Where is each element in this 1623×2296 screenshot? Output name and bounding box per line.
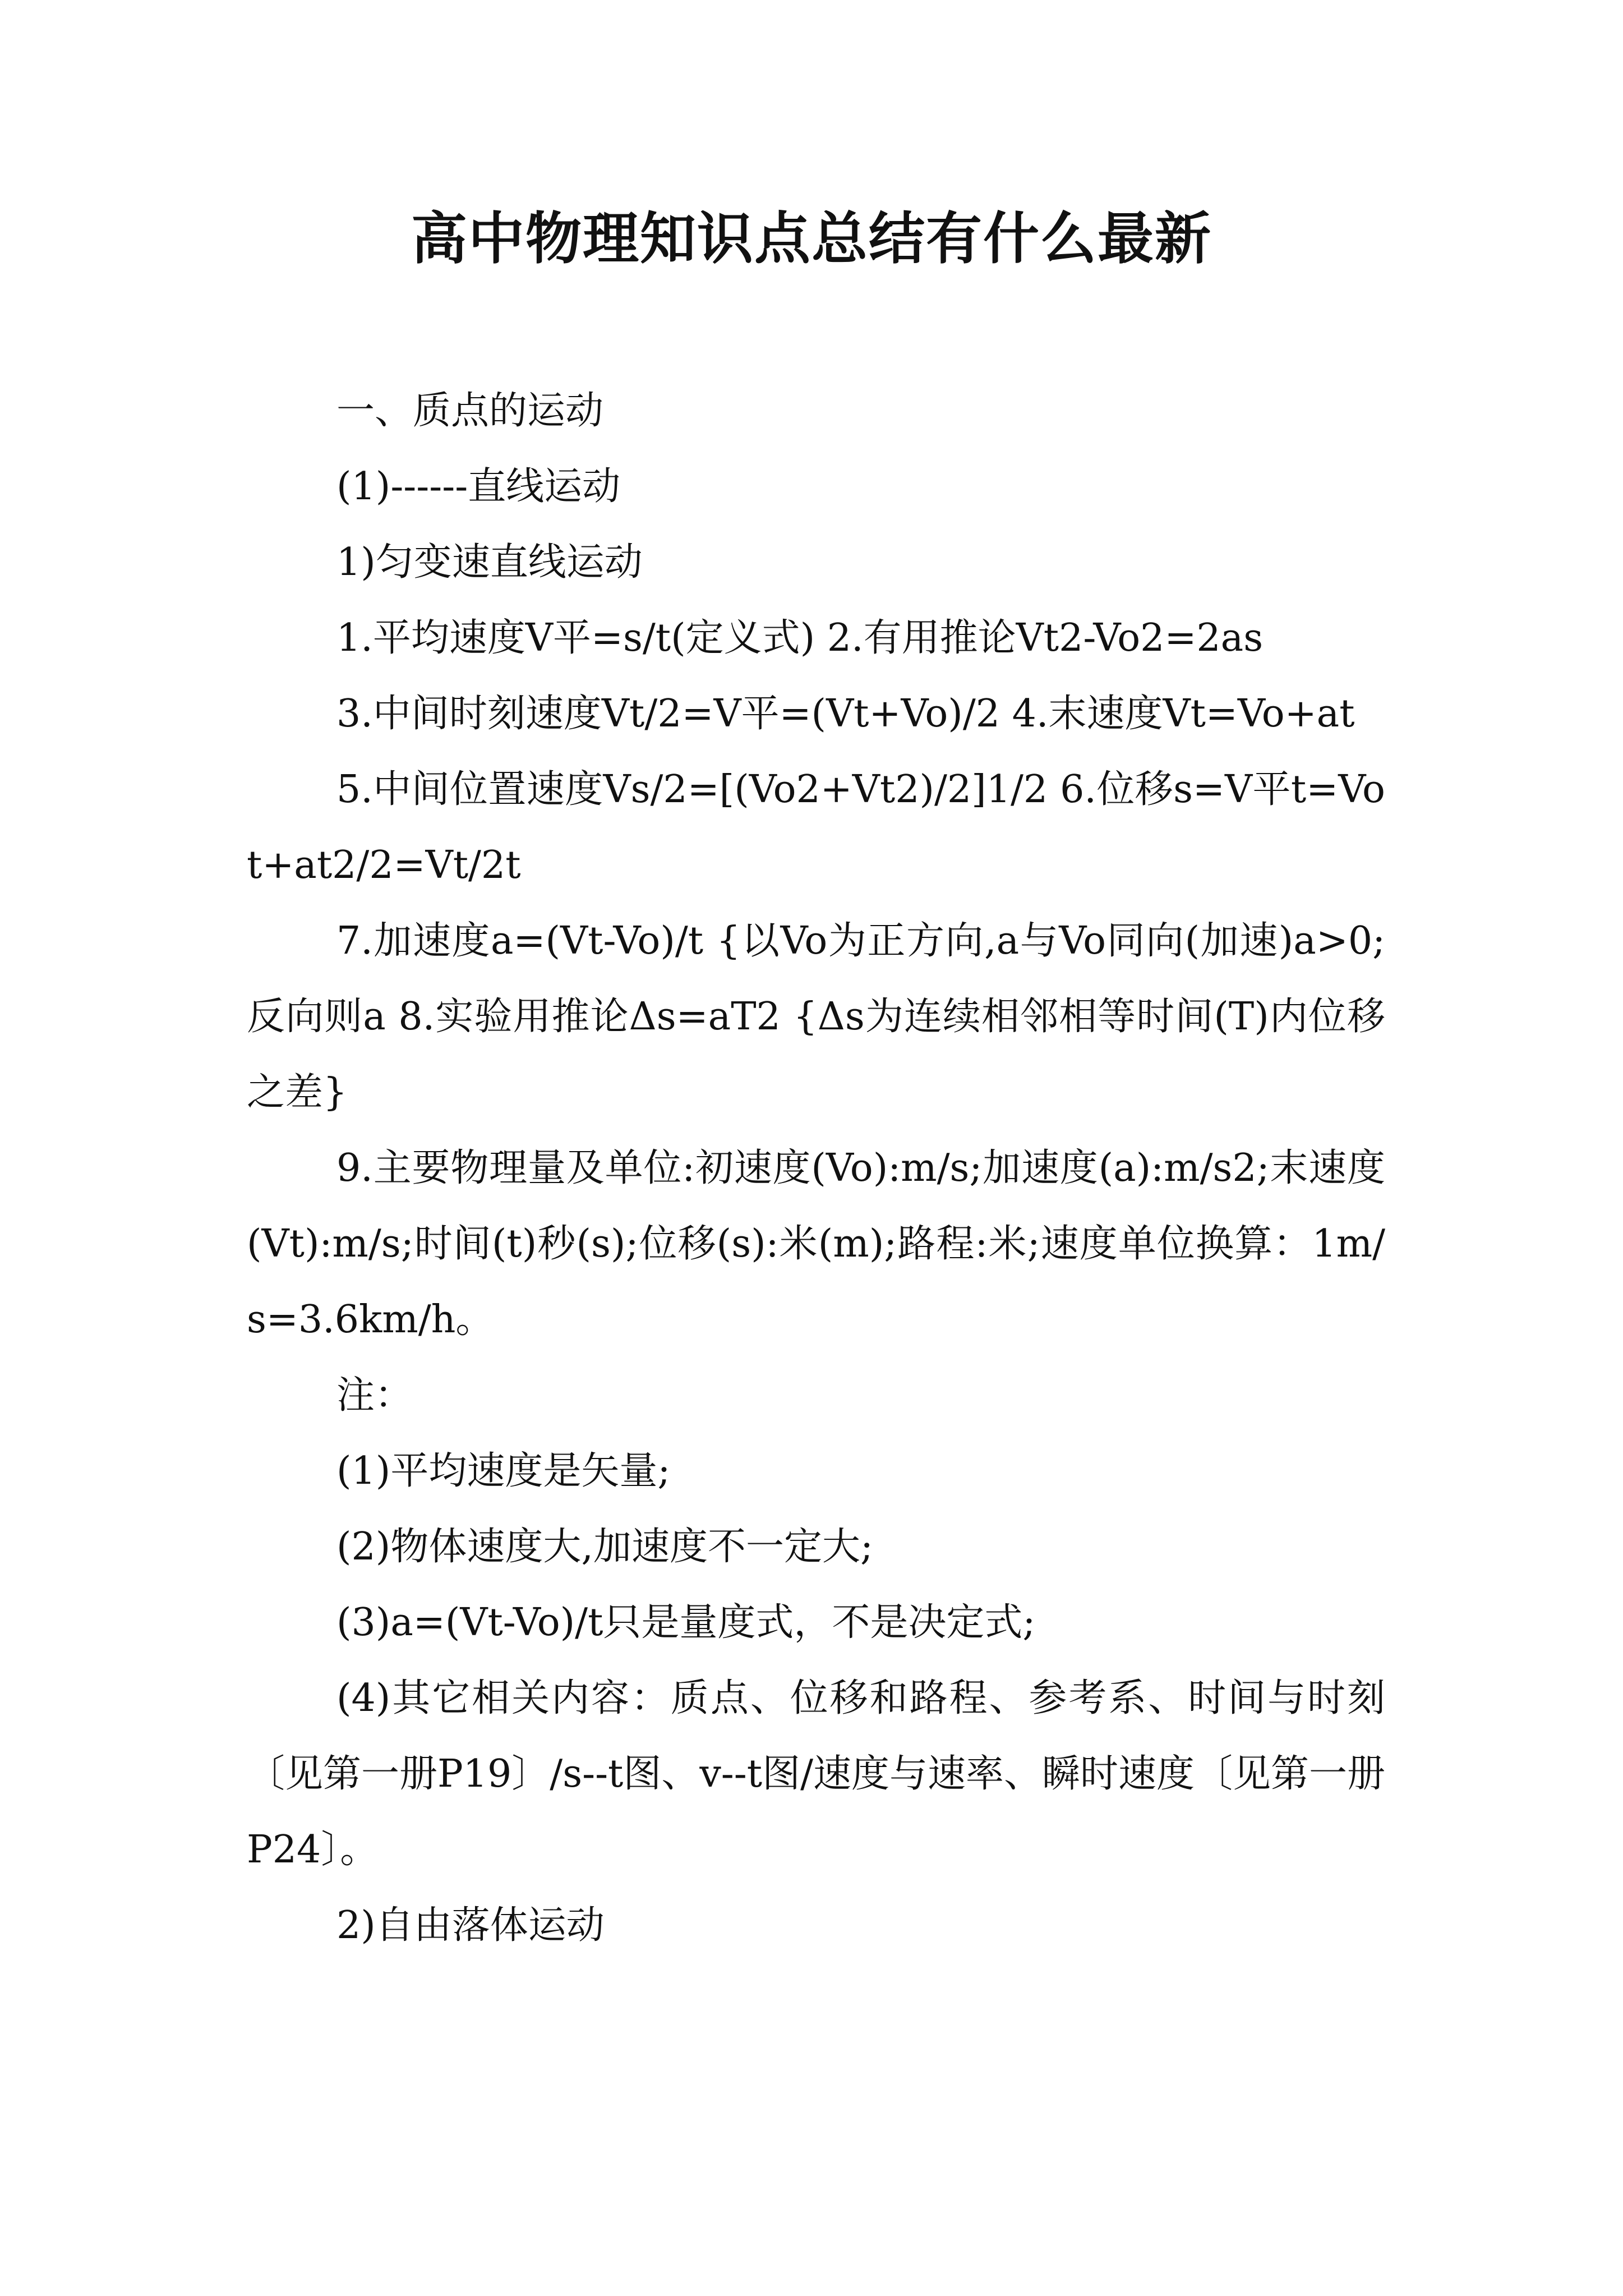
formula-paragraph: 7.加速度a=(Vt-Vo)/t {以Vo为正方向,a与Vo同向(加速)a>0;反向则a 8.实验用推论Δs=aT2 {Δs为连续相邻相等时间(T)内位移之差} <box>247 919 1385 1115</box>
document-body <box>247 373 1385 1963</box>
document-title: 高中物理知识点总结有什么最新 <box>411 205 1212 272</box>
topic-heading: 1)匀变速直线运动 <box>336 540 643 585</box>
units-paragraph: 9.主要物理量及单位:初速度(Vo):m/s;加速度(a):m/s2;末速度(Vt):m/s;时间(t)秒(s);位移(s):米(m);路程:米;速度单位换算：1m/s=3.6km/h。 <box>247 1146 1385 1342</box>
subsection-heading: (1)------直线运动 <box>336 464 621 509</box>
note-item: (3)a=(Vt-Vo)/t只是量度式，不是决定式; <box>336 1600 1036 1645</box>
note-item: (2)物体速度大,加速度不一定大; <box>336 1525 873 1569</box>
note-item: (4)其它相关内容：质点、位移和路程、参考系、时间与时刻〔见第一册P19〕/s--t图、v--t图/速度与速率、瞬时速度〔见第一册P24〕。 <box>247 1676 1385 1872</box>
formula-paragraph: 3.中间时刻速度Vt/2=V平=(Vt+Vo)/2 4.末速度Vt=Vo+at <box>336 692 1355 736</box>
topic-heading: 2)自由落体运动 <box>336 1903 605 1948</box>
formula-paragraph: 5.中间位置速度Vs/2=[(Vo2+Vt2)/2]1/2 6.位移s=V平t=Vot+at2/2=Vt/2t <box>247 767 1385 887</box>
note-item: (1)平均速度是矢量; <box>336 1449 671 1493</box>
note-label: 注： <box>336 1373 413 1418</box>
formula-paragraph: 1.平均速度V平=s/t(定义式) 2.有用推论Vt2-Vo2=2as <box>336 616 1264 660</box>
section-heading: 一、质点的运动 <box>336 389 604 433</box>
